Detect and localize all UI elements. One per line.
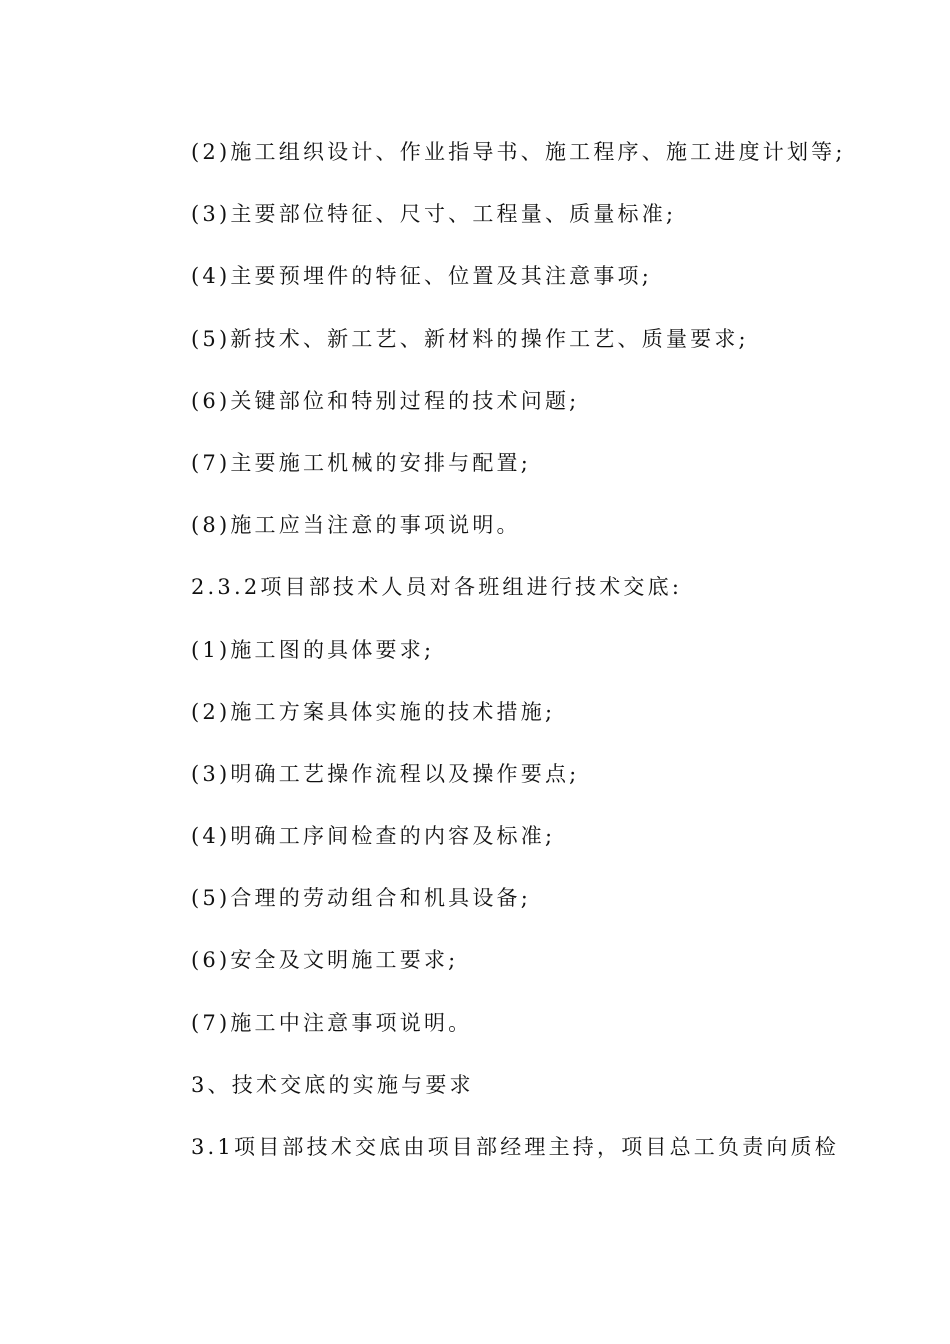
list-item-machinery: (7)主要施工机械的安排与配置; (191, 450, 532, 475)
document-body (191, 130, 846, 1187)
paragraph-3-1: 3.1项目部技术交底由项目部经理主持，项目总工负责向质检 (191, 1135, 839, 1159)
list-item-labor-equipment: (5)合理的劳动组合和机具设备; (191, 886, 532, 911)
list-item-key-parts: (6)关键部位和特别过程的技术问题; (191, 388, 580, 413)
list-item-main-part-features: (3)主要部位特征、尺寸、工程量、质量标准; (191, 202, 677, 227)
list-item-precautions: (8)施工应当注意的事项说明。 (191, 513, 521, 538)
section-heading-3: 3、技术交底的实施与要求 (191, 1072, 474, 1097)
list-item-new-technology: (5)新技术、新工艺、新材料的操作工艺、质量要求; (191, 326, 749, 351)
list-item-inspection-standards: (4)明确工序间检查的内容及标准; (191, 824, 556, 849)
list-item-construction-design: (2)施工组织设计、作业指导书、施工程序、施工进度计划等; (191, 140, 846, 164)
list-item-notes: (7)施工中注意事项说明。 (191, 1010, 473, 1035)
list-item-technical-measures: (2)施工方案具体实施的技术措施; (191, 699, 556, 724)
list-item-embedded-parts: (4)主要预埋件的特征、位置及其注意事项; (191, 264, 653, 289)
section-heading-2-3-2: 2.3.2项目部技术人员对各班组进行技术交底: (191, 575, 683, 600)
list-item-safety: (6)安全及文明施工要求; (191, 948, 459, 973)
list-item-process-flow: (3)明确工艺操作流程以及操作要点; (191, 761, 580, 786)
list-item-drawing-requirements: (1)施工图的具体要求; (191, 637, 435, 662)
